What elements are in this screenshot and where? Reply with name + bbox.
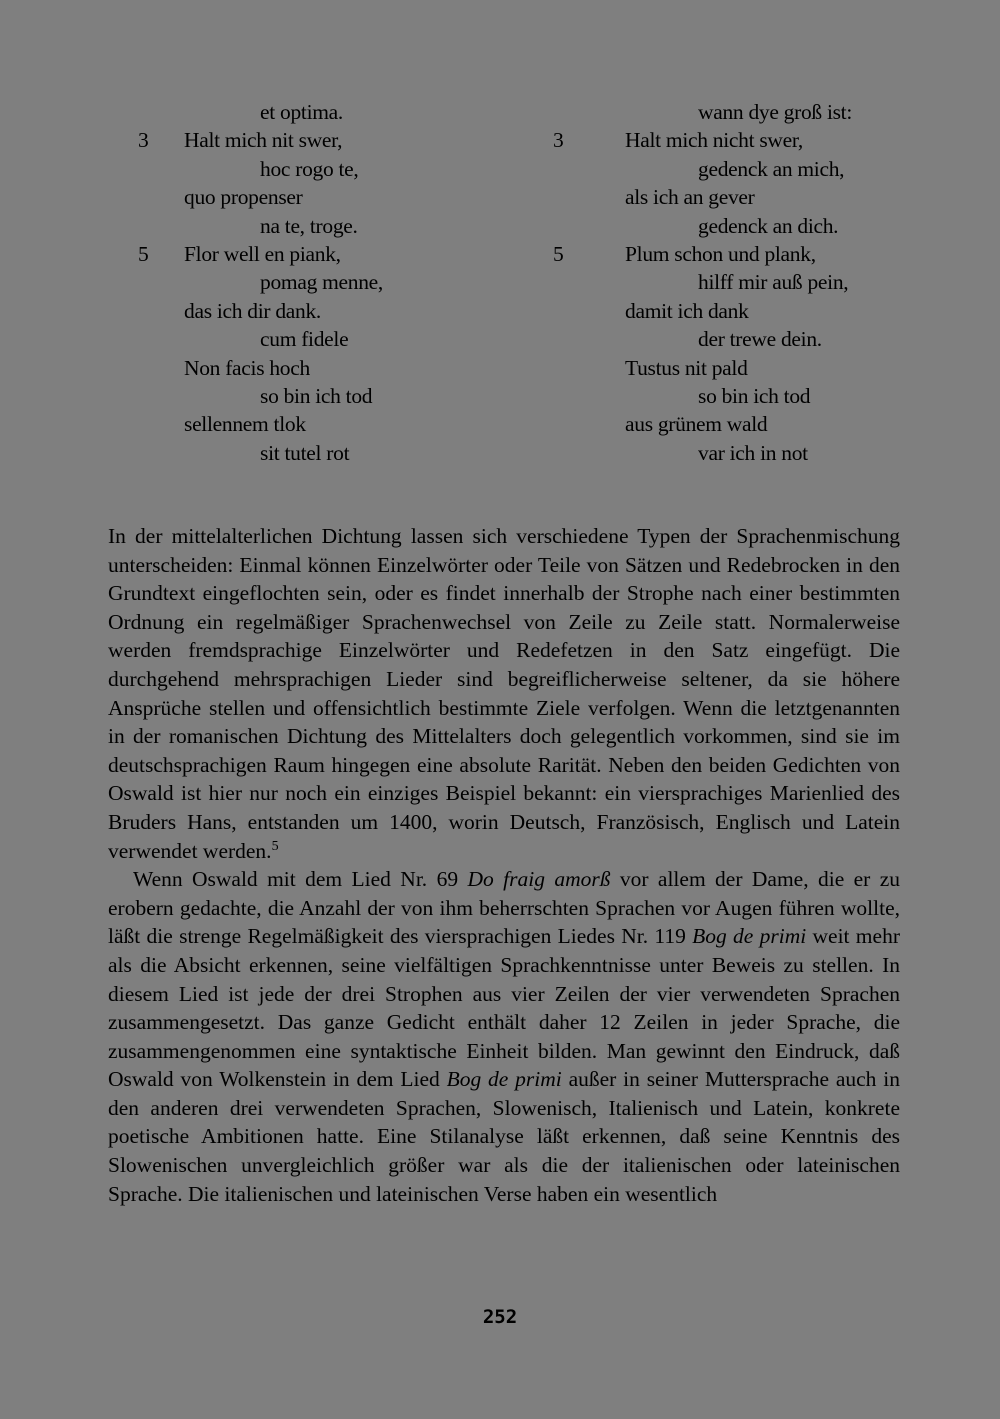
verse-text: Flor well en piank, [184,241,341,266]
verse-text: hilff mir auß pein, [698,270,849,295]
verse-text: quo propenser [184,185,303,210]
verse-text: Non facis hoch [184,355,310,380]
verse-number: 5 [138,241,149,266]
paragraph-2-text-1: Wenn Oswald mit dem Lied Nr. 69 [133,867,468,892]
poem-column-right [545,98,945,467]
verse-line [545,268,945,296]
verse-line [545,98,945,126]
verse-text: als ich an gever [625,185,755,210]
verse-text: sellennem tlok [184,412,306,437]
verse-text: hoc rogo te, [260,156,359,181]
body-text [108,522,900,1208]
verse-text: gedenck an dich. [698,213,839,238]
verse-text: cum fidele [260,327,349,352]
verse-text: na te, troge. [260,213,358,238]
verse-line [545,183,945,211]
song-title-bog-de-primi: Bog de primi [692,924,807,949]
poem-column-left [130,98,510,467]
verse-line [130,212,510,240]
paragraph-2 [108,865,900,1208]
verse-text: so bin ich tod [698,383,811,408]
verse-line [130,126,510,154]
verse-text: so bin ich tod [260,383,373,408]
song-title-do-fraig-amorss: Do fraig amorß [467,867,611,892]
verse-line [545,155,945,183]
verse-text: Halt mich nit swer, [184,128,343,153]
verse-line [130,382,510,410]
paragraph-2-text-2: vor allem der Dame, die er zu erobern gedachte, die Anzahl der von ihm beherrschten Sprachen vor Augen führen wollte, läßt die strenge Regelmäßigkeit des viersprachigen Liedes Nr. 119 [108,867,901,949]
verse-number: 5 [553,241,564,266]
verse-text: der trewe dein. [698,327,822,352]
verse-line [545,382,945,410]
verse-line [545,126,945,154]
verse-text: aus grünem wald [625,412,768,437]
verse-line [130,268,510,296]
verse-line [545,439,945,467]
verse-line [130,98,510,126]
verse-text: pomag menne, [260,270,383,295]
footnote-marker: 5 [271,838,279,854]
verse-line [130,183,510,211]
verse-line [545,354,945,382]
verse-text: Tustus nit pald [625,355,748,380]
verse-text: gedenck an mich, [698,156,845,181]
paragraph-2-text-3: weit mehr als die Absicht erkennen, seine vielfältigen Sprachkenntnisse unter Beweis zu stellen. In diesem Lied ist jede der drei Strophen aus vier Zeilen der vier verwendeten Sprachen zusammengesetzt. Das ganze Gedicht enthält daher 12 Zeilen in jeder Sprache, die zusammengenommen eine syntaktische Einheit bilden. Man gewinnt den Eindruck, daß Oswald von Wolkenstein in dem Lied [108,924,900,1092]
verse-number: 3 [553,128,564,153]
verse-line [130,410,510,438]
verse-text: sit tutel rot [260,440,350,465]
verse-line [545,325,945,353]
verse-line [130,354,510,382]
verse-line [545,240,945,268]
verse-line [130,155,510,183]
page-number: 252 [482,1306,518,1328]
verse-text: var ich in not [698,440,808,465]
verse-line [130,439,510,467]
verse-line [545,297,945,325]
verse-text: wann dye groß ist: [698,100,853,124]
verse-line [545,410,945,438]
song-title-bog-de-primi-2: Bog de primi [446,1067,562,1092]
verse-text: damit ich dank [625,298,749,323]
verse-line [130,325,510,353]
verse-number: 3 [138,128,149,153]
verse-text: et optima. [260,100,343,124]
verse-text: das ich dir dank. [184,298,322,323]
verse-text: Halt mich nicht swer, [625,128,803,153]
paragraph-2-text-4: außer in seiner Muttersprache auch in den anderen drei verwendeten Sprachen, Slowenisch, Italienisch und Latein, konkrete poetische Ambitionen hatte. Eine Stilanalyse läßt erkennen, daß seine Kenntnis des Slowenischen unvergleichlich größer war als die der italienischen oder lateinischen Sprache. Die italienischen und lateinischen Verse haben ein wesentlich [108,1067,900,1206]
paragraph-1 [108,522,900,865]
verse-line [130,297,510,325]
verse-text: Plum schon und plank, [625,241,816,266]
paragraph-1-text: In der mittelalterlichen Dichtung lassen sich verschiedene Typen der Sprachenmischung unterscheiden: Einmal können Einzelwörter oder Teile von Sätzen und Redebrocken in den Grundtext eingeflochten sein, oder es findet innerhalb der Strophe nach einer bestimmten Ordnung ein regelmäßiger Sprachenwechsel von Zeile zu Zeile statt. Normalerweise werden fremdsprachige Einzelwörter und Redefetzen in den Satz eingefügt. Die durchgehend mehrsprachigen Lieder sind begreiflicherweise seltener, da sie höhere Ansprüche stellen und offensichtlich bestimmte Ziele verfolgen. Wenn die letztgenannten in der romanischen Dichtung des Mittelalters doch gelegentlich vorkommen, sind sie im deutschsprachigen Raum hingegen eine absolute Rarität. Neben den beiden Gedichten von Oswald ist hier nur noch ein einziges Beispiel bekannt: ein viersprachiges Marienlied des Bruders Hans, entstanden um 1400, worin Deutsch, Französisch, Englisch und Latein verwendet werden. [108,524,900,863]
verse-line [545,212,945,240]
verse-line [130,240,510,268]
